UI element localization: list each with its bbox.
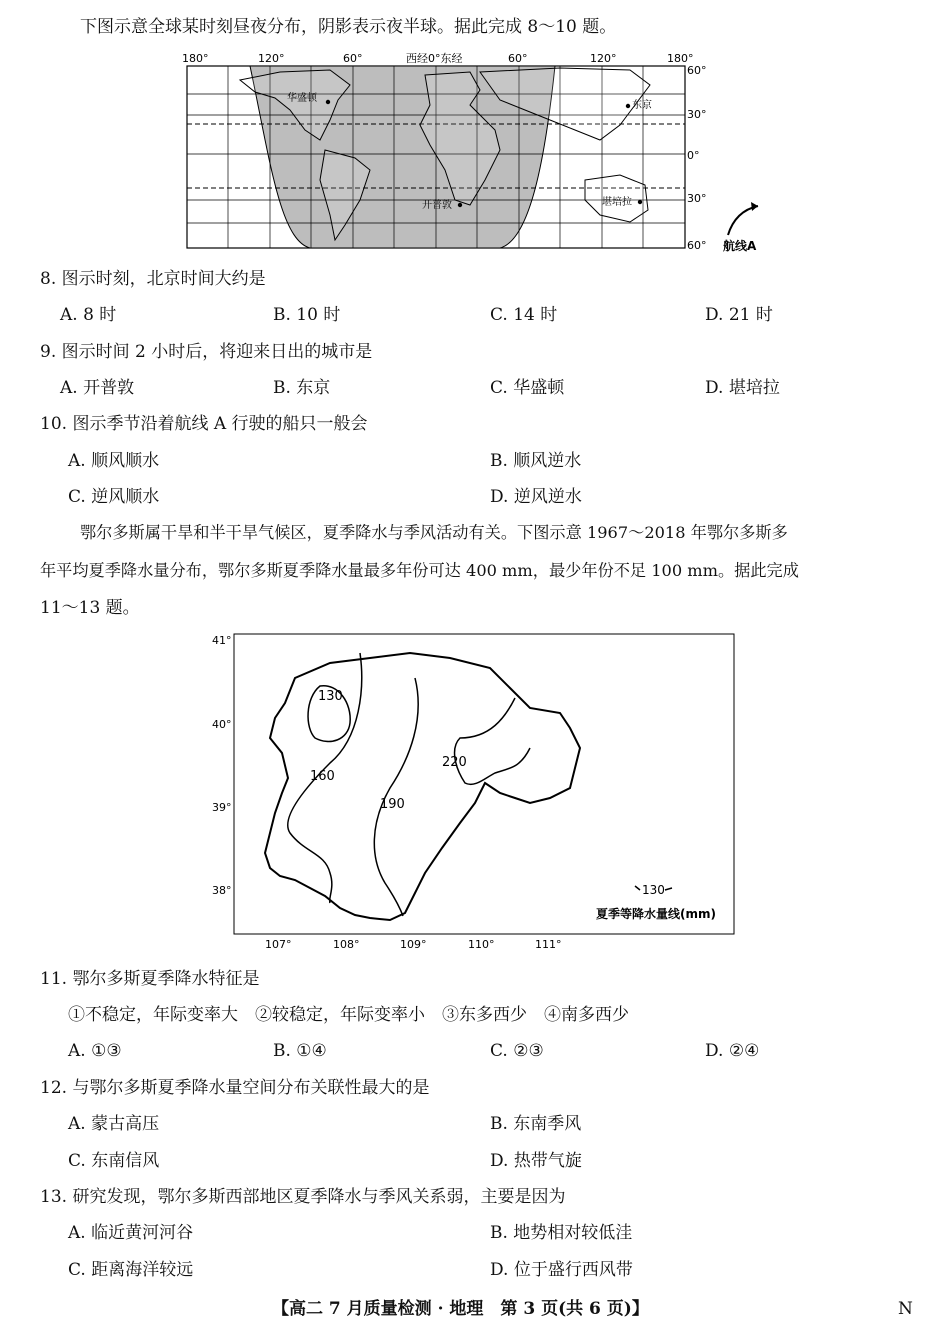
ordos-precipitation-map	[210, 628, 740, 953]
route-a-arrow-icon	[728, 206, 758, 235]
intro-text-1: 下图示意全球某时刻昼夜分布，阴影表示夜半球。据此完成 8～10 题。	[80, 17, 617, 37]
world-day-night-map	[180, 50, 770, 255]
q11-stem: 11. 鄂尔多斯夏季降水特征是	[40, 969, 260, 989]
top-label-2: 60°	[343, 52, 363, 65]
q9-option-c[interactable]: C. 华盛顿	[490, 378, 565, 398]
city-tokyo: 东京	[632, 100, 652, 111]
q8-option-c[interactable]: C. 14 时	[490, 305, 558, 325]
top-label-1: 120°	[258, 52, 285, 65]
right-label-1: 30°	[687, 108, 707, 121]
lon-label-107: 107°	[265, 938, 292, 951]
q11-option-d[interactable]: D. ②④	[705, 1041, 760, 1061]
q12-option-d[interactable]: D. 热带气旋	[490, 1151, 582, 1171]
lat-label-38: 38°	[212, 884, 232, 897]
lon-label-111: 111°	[535, 938, 562, 951]
q11-statements: ①不稳定，年际变率大 ②较稳定，年际变率小 ③东多西少 ④南多西少	[68, 1005, 629, 1025]
q13-stem: 13. 研究发现，鄂尔多斯西部地区夏季降水与季风关系弱，主要是因为	[40, 1187, 566, 1207]
right-label-4: 60°	[687, 239, 707, 252]
city-capetown: 开普敦	[422, 200, 452, 211]
right-label-3: 30°	[687, 192, 707, 205]
q8-option-a[interactable]: A. 8 时	[60, 305, 117, 325]
q12-option-b[interactable]: B. 东南季风	[490, 1114, 582, 1134]
lat-label-40: 40°	[212, 718, 232, 731]
right-label-0: 60°	[687, 64, 707, 77]
q12-option-c[interactable]: C. 东南信风	[68, 1151, 160, 1171]
top-label-3: 西经0°东经	[406, 52, 463, 65]
q13-option-c[interactable]: C. 距离海洋较远	[68, 1260, 194, 1280]
lon-label-110: 110°	[468, 938, 495, 951]
q10-option-c[interactable]: C. 逆风顺水	[68, 487, 160, 507]
lat-label-41: 41°	[212, 634, 232, 647]
top-label-4: 60°	[508, 52, 528, 65]
q13-option-b[interactable]: B. 地势相对较低洼	[490, 1223, 633, 1243]
legend-value: 130	[642, 883, 665, 897]
city-washington: 华盛顿	[287, 93, 317, 104]
intro-text-2-line2: 年平均夏季降水量分布，鄂尔多斯夏季降水量最多年份可达 400 mm，最少年份不足 100 mm。据此完成	[40, 561, 799, 580]
lon-label-109: 109°	[400, 938, 427, 951]
lon-label-108: 108°	[333, 938, 360, 951]
q12-option-a[interactable]: A. 蒙古高压	[68, 1114, 160, 1134]
top-label-5: 120°	[590, 52, 617, 65]
q13-option-d[interactable]: D. 位于盛行西风带	[490, 1260, 633, 1280]
q8-option-d[interactable]: D. 21 时	[705, 305, 773, 325]
q10-option-b[interactable]: B. 顺风逆水	[490, 451, 582, 471]
q9-option-b[interactable]: B. 东京	[273, 378, 331, 398]
intro-text-2-line1: 鄂尔多斯属干旱和半干旱气候区，夏季降水与季风活动有关。下图示意 1967～2018 年鄂尔多斯多	[80, 523, 788, 542]
isoline-label-130: 130	[318, 689, 343, 704]
q9-stem: 9. 图示时间 2 小时后，将迎来日出的城市是	[40, 342, 373, 362]
isoline-label-160: 160	[310, 769, 335, 784]
page-footer: 【高二 7 月质量检测 · 地理 第 3 页(共 6 页)】	[272, 1299, 649, 1319]
q11-option-a[interactable]: A. ①③	[68, 1041, 122, 1061]
city-canberra: 堪培拉	[602, 197, 632, 208]
q11-option-c[interactable]: C. ②③	[490, 1041, 544, 1061]
intro-text-2-line3: 11～13 题。	[40, 598, 140, 618]
route-a-label: 航线A	[723, 239, 757, 253]
isoline-label-220: 220	[442, 755, 467, 770]
footer-mark: N	[898, 1299, 913, 1319]
q12-stem: 12. 与鄂尔多斯夏季降水量空间分布关联性最大的是	[40, 1078, 430, 1098]
q9-option-d[interactable]: D. 堪培拉	[705, 378, 780, 398]
q8-stem: 8. 图示时刻，北京时间大约是	[40, 269, 266, 289]
q11-option-b[interactable]: B. ①④	[273, 1041, 327, 1061]
q13-option-a[interactable]: A. 临近黄河河谷	[68, 1223, 194, 1243]
legend-text: 夏季等降水量线(mm)	[596, 907, 716, 921]
q9-option-a[interactable]: A. 开普敦	[60, 378, 135, 398]
q8-option-b[interactable]: B. 10 时	[273, 305, 341, 325]
q10-option-a[interactable]: A. 顺风顺水	[68, 451, 160, 471]
right-label-2: 0°	[687, 149, 700, 162]
q10-option-d[interactable]: D. 逆风逆水	[490, 487, 582, 507]
lat-label-39: 39°	[212, 801, 232, 814]
top-label-0: 180°	[182, 52, 209, 65]
isoline-label-190: 190	[380, 797, 405, 812]
top-label-6: 180°	[667, 52, 694, 65]
q10-stem: 10. 图示季节沿着航线 A 行驶的船只一般会	[40, 414, 368, 434]
